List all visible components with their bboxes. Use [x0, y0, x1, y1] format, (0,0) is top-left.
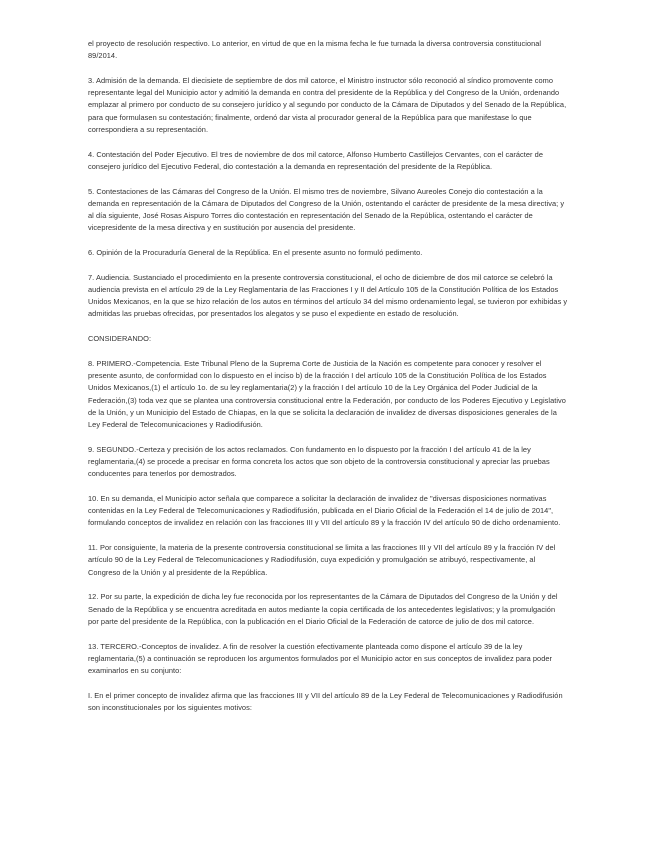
paragraph-contestaciones-camaras: 5. Contestaciones de las Cámaras del Congreso de la Unión. El mismo tres de noviembre, Silvano Aureoles Conejo dio contestación a la demanda en representación de la Cámara de Diputados del Congreso de la Unión, ostentando el carácter de presidente de la mesa directiva; y al día siguiente, José Rosas Aispuro Torres dio contestación en representación del Senado de la República, ostentando el carácter de vicepresidente de la mesa directiva y en sustitución por ausencia del presidente.: [88, 186, 565, 233]
paragraph-contestacion-ejecutivo: 4. Contestación del Poder Ejecutivo. El tres de noviembre de dos mil catorce, Alfonso Humberto Castillejos Cervantes, con el carácter de consejero jurídico del Ejecutivo Federal, dio contestación a la demanda en representación del presidente de la República.: [88, 149, 543, 171]
paragraph-admision-demanda: 3. Admisión de la demanda. El diecisiete de septiembre de dos mil catorce, el Ministro instructor sólo reconoció al síndico promovente como representante legal del Municipio actor y admitió la demanda en contra del presidente de la República y del Congreso de la Unión, ordenando emplazar al primero por conducto de su consejero jurídico y al segundo por conducto de la Cámara de Diputados y del Senado de la República, para que formulasen su contestación; finalmente, ordenó dar vista al procurador general de la República para que manifestase lo que correspondiera a su representación.: [88, 76, 567, 134]
paragraph-segundo-certeza: 9. SEGUNDO.-Certeza y precisión de los actos reclamados. Con fundamento en lo dispuesto por la fracción I del artículo 41 de la ley reglamentaria,(4) se procede a precisar en forma concreta los actos que son objeto de la controversia constitucional y apreciar las pruebas conducentes para tenerlos por demostrados.: [88, 444, 550, 479]
paragraph-audiencia: 7. Audiencia. Sustanciado el procedimiento en la presente controversia constitucional, el ocho de diciembre de dos mil catorce se celebró la audiencia prevista en el artículo 29 de la Ley Reglamentaria de las Fracciones I y II del Artículo 105 de la Constitución Política de los Estados Unidos Mexicanos, en la que se hizo relación de los autos en términos del artículo 34 del mismo ordenamiento legal, se tuvieron por exhibidas y admitidas las pruebas ofrecidas, por presentados los alegatos y se puso el expediente en estado de resolución.: [88, 272, 568, 319]
paragraph-primero-competencia: 8. PRIMERO.-Competencia. Este Tribunal Pleno de la Suprema Corte de Justicia de la Nación es competente para conocer y resolver el presente asunto, de conformidad con lo dispuesto en el inciso b) de la fracción I del artículo 105 de la Constitución Política de los Estados Unidos Mexicanos,(1) el artículo 1o. de su ley reglamentaria(2) y la fracción I del artículo 10 de la Ley Orgánica del Poder Judicial de la Federación,(3) toda vez que se plantea una controversia constitucional entre la Federación, por conducto de los Poderes Ejecutivo y Legislativo de la Unión, y un Municipio del Estado de Chiapas, en la que se solicita la declaración de invalidez de diversas disposiciones generales de la Ley Federal de Telecomunicaciones y Radiodifusión.: [88, 359, 566, 430]
paragraph-demanda-municipio: 10. En su demanda, el Municipio actor señala que comparece a solicitar la declaración de invalidez de "diversas disposiciones normativas contenidas en la Ley Federal de Telecomunicaciones y Radiodifusión, publicada en el Diario Oficial de la Federación el 14 de julio de 2014", formulando conceptos de invalidez en relación con las fracciones III y VII del artículo 89 y la fracción IV del artículo 90 de dicho ordenamiento.: [88, 494, 561, 528]
document-page: [88, 38, 568, 727]
paragraph-expedicion-ley: 12. Por su parte, la expedición de dicha ley fue reconocida por los representantes de la Cámara de Diputados del Congreso de la Unión y del Senado de la República y se encuentra acreditada en autos mediante la copia certificada de los antecedentes legislativos; y la promulgación por parte del presidente de la República, con la publicación en el Diario Oficial de la Federación de catorce de julio de dos mil catorce.: [88, 592, 558, 626]
paragraph-materia-controversia: 11. Por consiguiente, la materia de la presente controversia constitucional se limita a las fracciones III y VII del artículo 89 y la fracción IV del artículo 90 de la Ley Federal de Telecomunicaciones y Radiodifusión, cuya expedición y promulgación se atribuyó, respectivamente, al Congreso de la Unión y al presidente de la República.: [88, 543, 556, 577]
paragraph-proyecto-resolucion: el proyecto de resolución respectivo. Lo anterior, en virtud de que en la misma fecha le fue turnada la diversa controversia constitucional 89/2014.: [88, 39, 542, 61]
paragraph-opinion-procuraduria: 6. Opinión de la Procuraduría General de la República. En el presente asunto no formuló pedimento.: [88, 248, 423, 258]
section-heading-considerando: CONSIDERANDO:: [88, 334, 152, 344]
paragraph-primer-concepto: I. En el primer concepto de invalidez afirma que las fracciones III y VII del artículo 89 de la Ley Federal de Telecomunicaciones y Radiodifusión son inconstitucionales por los siguientes motivos:: [88, 690, 563, 713]
paragraph-tercero-conceptos: 13. TERCERO.-Conceptos de invalidez. A fin de resolver la cuestión efectivamente planteada como dispone el artículo 39 de la ley reglamentaria,(5) a continuación se reproducen los argumentos formulados por el Municipio actor en sus conceptos de invalidez para poder examinarlos en su conjunto:: [88, 641, 553, 676]
